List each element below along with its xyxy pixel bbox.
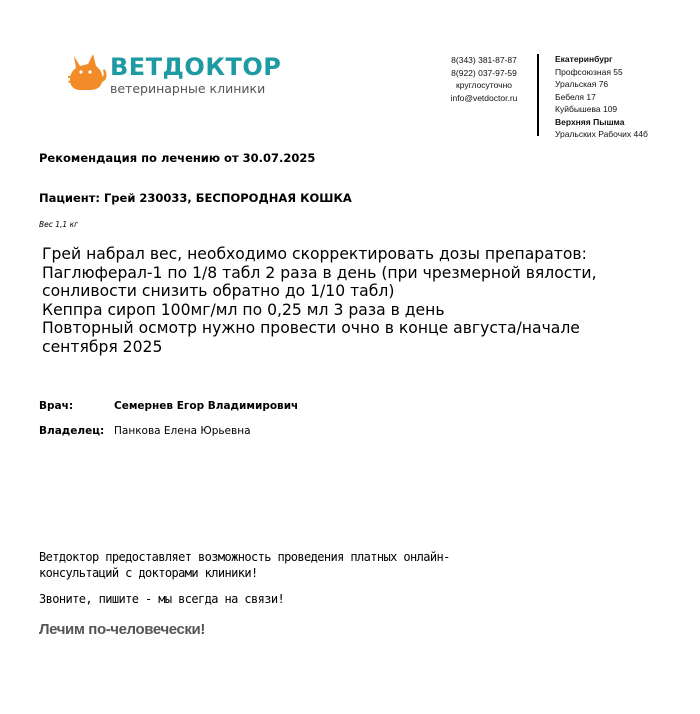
address-line: Уральских Рабочих 44б [555,129,648,139]
address-line: Профсоюзная 55 [555,66,623,77]
city-verkhnyaya-pyshma: Верхняя Пышма [555,116,625,127]
patient-line: Пациент: Грей 230033, БЕСПОРОДНАЯ КОШКА [39,191,352,205]
phone-1: 8(343) 381-87-87 [451,55,517,65]
note-line: сонливости снизить обратно до 1/10 табл) [42,282,395,300]
note-line: Паглюферал-1 по 1/8 табл 2 раза в день (при чрезмерной вялости, [42,263,597,282]
header-divider [537,54,539,136]
address-line: Бебеля 17 [555,91,596,102]
doctor-name: Семернев Егор Владимирович [114,400,299,412]
note-line: сентября 2025 [42,337,163,356]
address-block [555,53,648,141]
weight-line: Вес 1,1 кг [39,220,79,229]
address-line: Куйбышева 109 [555,104,618,114]
owner-label: Владелец: [39,425,105,437]
cat-logo-icon [66,50,108,94]
note-line: Грей набрал вес, необходимо скорректировать дозы препаратов: [42,245,587,263]
owner-name: Панкова Елена Юрьевна [114,425,251,437]
phone-2: 8(922) 037-97-59 [451,67,517,78]
logo-subtitle: ветеринарные клиники [110,81,266,96]
footer-line: Ветдоктор предоставляет возможность проведения платных онлайн- [39,550,450,564]
address-line: Уральская 76 [555,79,609,89]
note-line: Кеппра сироп 100мг/мл по 0,25 мл 3 раза в день [42,300,445,319]
footer-line: консультаций с докторами клиники! [39,566,258,580]
note-line: Повторный осмотр нужно провести очно в конце августа/начале [42,319,580,337]
logo-title: ВЕТДОКТОР [110,53,282,81]
city-ekaterinburg: Екатеринбург [555,54,613,64]
email-link[interactable]: info@vetdoctor.ru [450,92,518,103]
doctor-label: Врач: [39,400,74,412]
online-consult-note [39,549,559,581]
recommendation-title: Рекомендация по лечению от 30.07.2025 [39,151,316,165]
hours-note: круглосуточно [456,80,512,90]
treatment-notes [42,245,682,356]
clinic-slogan: Лечим по-человечески! [39,621,205,638]
contact-invite: Звоните, пишите - мы всегда на связи! [39,592,285,606]
contact-block [432,54,536,104]
